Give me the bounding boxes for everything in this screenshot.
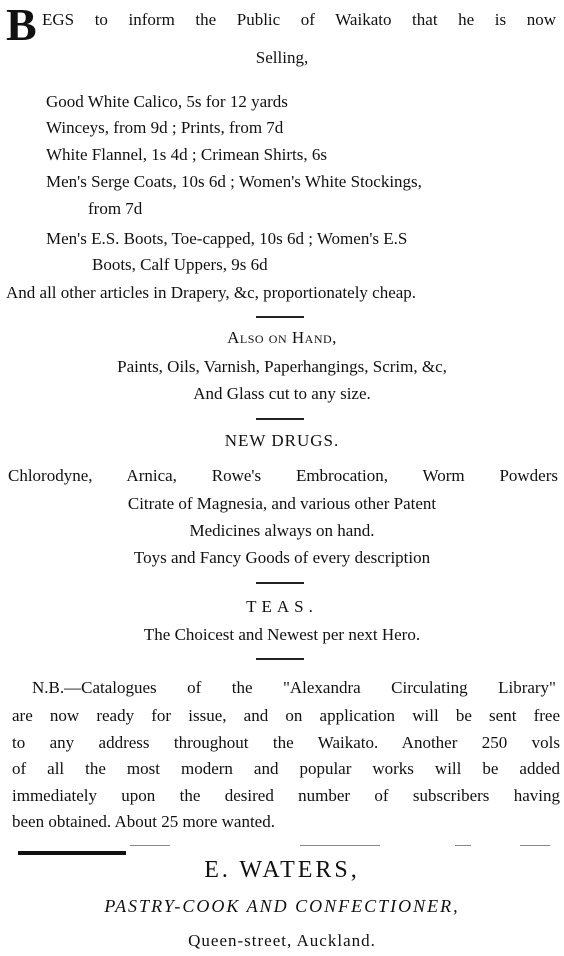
separator-bar [18, 851, 126, 855]
item-serge-coats-cont: from 7d [88, 199, 143, 218]
separator-dash [520, 845, 550, 846]
nb-line: are now ready for issue, and on application will be sent free [12, 706, 560, 725]
drugs-line-chlorodyne: Chlorodyne, Arnica, Rowe's Embrocation, Worm Powders [8, 466, 558, 485]
merchant-address: Queen-street, Auckland. [188, 931, 376, 950]
item-flannel: White Flannel, 1s 4d ; Crimean Shirts, 6s [46, 145, 327, 164]
nb-line: immediately upon the desired number of subscribers having [12, 786, 560, 805]
teas-heading: TEAS. [246, 597, 318, 616]
merchant-name: E. WATERS, [204, 857, 360, 883]
drapery-line: And all other articles in Drapery, &c, proportionately cheap. [6, 283, 417, 302]
drugs-line-magnesia: Citrate of Magnesia, and various other Patent [127, 494, 437, 513]
item-winceys: Winceys, from 9d ; Prints, from 7d [46, 118, 284, 137]
nb-line: of all the most modern and popular works will be added [12, 759, 560, 778]
also-line-paints: Paints, Oils, Varnish, Paperhangings, Scrim, &c, [117, 357, 447, 376]
drop-cap: B [6, 0, 37, 50]
teas-line: The Choicest and Newest per next Hero. [143, 625, 421, 644]
toys-line: Toys and Fancy Goods of every description [133, 548, 431, 567]
separator-dash [130, 845, 170, 846]
nb-line-last: been obtained. About 25 more wanted. [12, 812, 275, 831]
section-rule [256, 658, 304, 660]
section-rule [256, 418, 304, 420]
item-calico: Good White Calico, 5s for 12 yards [46, 92, 288, 111]
drugs-line-medicines: Medicines always on hand. [189, 521, 375, 540]
nb-line: N.B.—Catalogues of the "Alexandra Circulating Library" [32, 678, 556, 697]
also-line-glass: And Glass cut to any size. [193, 384, 371, 403]
separator-dash [455, 845, 471, 846]
intro-line: EGS to inform the Public of Waikato that he is now [42, 10, 556, 29]
section-rule [256, 582, 304, 584]
merchant-trade: PASTRY-COOK AND CONFECTIONER, [104, 896, 460, 916]
item-boots-cont: Boots, Calf Uppers, 9s 6d [92, 255, 268, 274]
intro-selling: Selling, [255, 48, 309, 67]
item-boots: Men's E.S. Boots, Toe-capped, 10s 6d ; Women's E.S [46, 229, 408, 248]
item-serge-coats: Men's Serge Coats, 10s 6d ; Women's White Stockings, [46, 172, 422, 191]
section-rule [256, 316, 304, 318]
nb-line: to any address throughout the Waikato. Another 250 vols [12, 733, 560, 752]
new-drugs-heading: NEW DRUGS. [224, 431, 340, 450]
also-on-hand-heading: Also on Hand, [227, 328, 337, 347]
separator-dash [300, 845, 380, 846]
